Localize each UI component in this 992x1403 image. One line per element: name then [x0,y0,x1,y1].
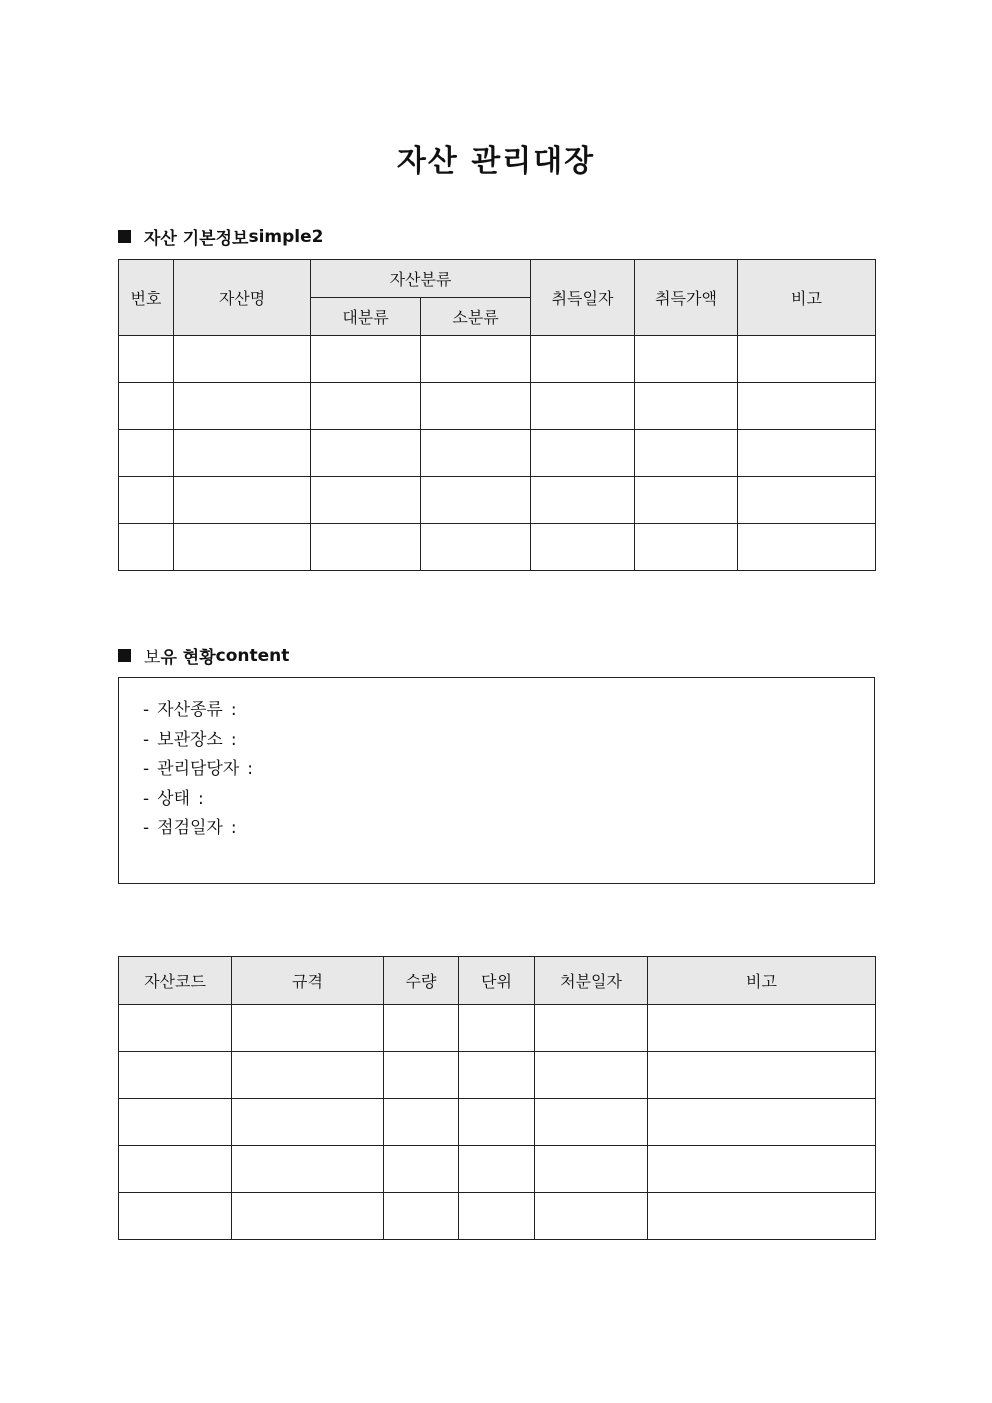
table-row [119,1099,876,1146]
table-cell[interactable] [119,477,174,524]
table-cell[interactable] [531,336,635,383]
table-cell[interactable] [648,1005,876,1052]
table-cell[interactable] [174,383,311,430]
dash-bullet: - [143,759,150,779]
header-spec: 규격 [232,957,384,1005]
table-cell[interactable] [119,383,174,430]
list-item [143,696,874,726]
table-cell[interactable] [232,1193,384,1240]
table-cell[interactable] [635,336,738,383]
table-row [119,1193,876,1240]
table-row [119,1005,876,1052]
table-cell[interactable] [119,524,174,571]
table-cell[interactable] [421,336,531,383]
table-cell[interactable] [421,383,531,430]
header-asset-code: 자산코드 [119,957,232,1005]
table-cell[interactable] [648,1099,876,1146]
table-cell[interactable] [535,1005,648,1052]
table-cell[interactable] [119,336,174,383]
table-cell[interactable] [174,524,311,571]
table-cell[interactable] [459,1146,535,1193]
table-cell[interactable] [738,524,876,571]
list-item [143,755,874,785]
table-cell[interactable] [535,1099,648,1146]
table-cell[interactable] [738,336,876,383]
table-cell[interactable] [531,477,635,524]
item-label: 보관장소 [157,729,223,750]
header-acquired-price: 취득가액 [635,260,738,336]
list-item [143,726,874,756]
holding-status-box [118,677,875,884]
table-row [119,524,876,571]
section-heading-text-thin: 보 [144,648,161,668]
document-title: 자산 관리대장 [396,144,596,179]
table-cell[interactable] [119,1052,232,1099]
item-colon: : [230,818,237,838]
table-cell[interactable] [459,1099,535,1146]
table-cell[interactable] [311,383,421,430]
table-cell[interactable] [174,477,311,524]
table-row [119,430,876,477]
header-acquired-date: 취득일자 [531,260,635,336]
table-cell[interactable] [459,1052,535,1099]
table-cell[interactable] [635,383,738,430]
dash-bullet: - [143,700,150,720]
table-cell[interactable] [384,1146,459,1193]
header-classification: 자산분류 [311,260,531,298]
table-cell[interactable] [531,430,635,477]
header-note: 비고 [738,260,876,336]
section-heading-suffix: content [215,645,290,666]
table-cell[interactable] [232,1146,384,1193]
square-bullet-icon [118,649,131,662]
table-cell[interactable] [119,1146,232,1193]
item-colon: : [247,759,253,779]
table-cell[interactable] [384,1005,459,1052]
table-row [119,383,876,430]
list-item [143,814,874,844]
table-cell[interactable] [174,430,311,477]
section-heading-text: 자산 기본정보 [144,229,249,249]
table-row [119,1052,876,1099]
table-row [119,336,876,383]
table-cell[interactable] [232,1005,384,1052]
list-item [143,785,874,815]
table-cell[interactable] [459,1193,535,1240]
header-note: 비고 [648,957,876,1005]
table-cell[interactable] [531,524,635,571]
table-cell[interactable] [119,1099,232,1146]
header-major-class: 대분류 [311,298,421,336]
header-asset-name: 자산명 [174,260,311,336]
dash-bullet: - [143,818,150,838]
table-cell[interactable] [119,1193,232,1240]
table-cell[interactable] [635,430,738,477]
header-minor-class: 소분류 [421,298,531,336]
table-cell[interactable] [635,477,738,524]
header-quantity: 수량 [384,957,459,1005]
table-cell[interactable] [738,430,876,477]
table-cell[interactable] [174,336,311,383]
basic-info-table [118,259,876,571]
table-cell[interactable] [232,1099,384,1146]
item-label: 상태 [157,788,190,809]
dash-bullet: - [143,788,150,809]
table-cell[interactable] [232,1052,384,1099]
table-cell[interactable] [459,1005,535,1052]
table-cell[interactable] [119,1005,232,1052]
section-heading-suffix: simple2 [248,226,324,247]
table-cell[interactable] [738,383,876,430]
item-colon: : [198,788,204,809]
square-bullet-icon [118,230,131,243]
table-cell[interactable] [384,1052,459,1099]
table-cell[interactable] [311,524,421,571]
table-cell[interactable] [384,1099,459,1146]
item-label: 점검일자 [157,818,223,838]
header-number: 번호 [119,260,174,336]
item-label: 자산종류 [157,700,223,720]
item-label: 관리담당자 [157,759,240,779]
table-cell[interactable] [648,1146,876,1193]
disposal-table [118,956,876,1240]
table-cell[interactable] [648,1052,876,1099]
item-colon: : [230,729,237,750]
table-row [119,477,876,524]
header-disposal-date: 처분일자 [535,957,648,1005]
table-cell[interactable] [311,477,421,524]
table-cell[interactable] [311,430,421,477]
table-cell[interactable] [535,1146,648,1193]
table-cell[interactable] [384,1193,459,1240]
table-cell[interactable] [531,383,635,430]
dash-bullet: - [143,729,150,750]
table-cell[interactable] [421,477,531,524]
section-heading-holding-status [118,643,289,668]
table-cell[interactable] [738,477,876,524]
table-cell[interactable] [535,1052,648,1099]
item-colon: : [230,700,237,720]
table-cell[interactable] [119,430,174,477]
section-heading-basic-info [118,224,323,249]
table-cell[interactable] [421,430,531,477]
table-cell[interactable] [648,1193,876,1240]
header-unit: 단위 [459,957,535,1005]
table-cell[interactable] [635,524,738,571]
holding-status-list [119,678,874,844]
table-cell[interactable] [421,524,531,571]
section-heading-text: 유 현황 [160,648,216,668]
table-cell[interactable] [311,336,421,383]
table-row [119,1146,876,1193]
table-cell[interactable] [535,1193,648,1240]
